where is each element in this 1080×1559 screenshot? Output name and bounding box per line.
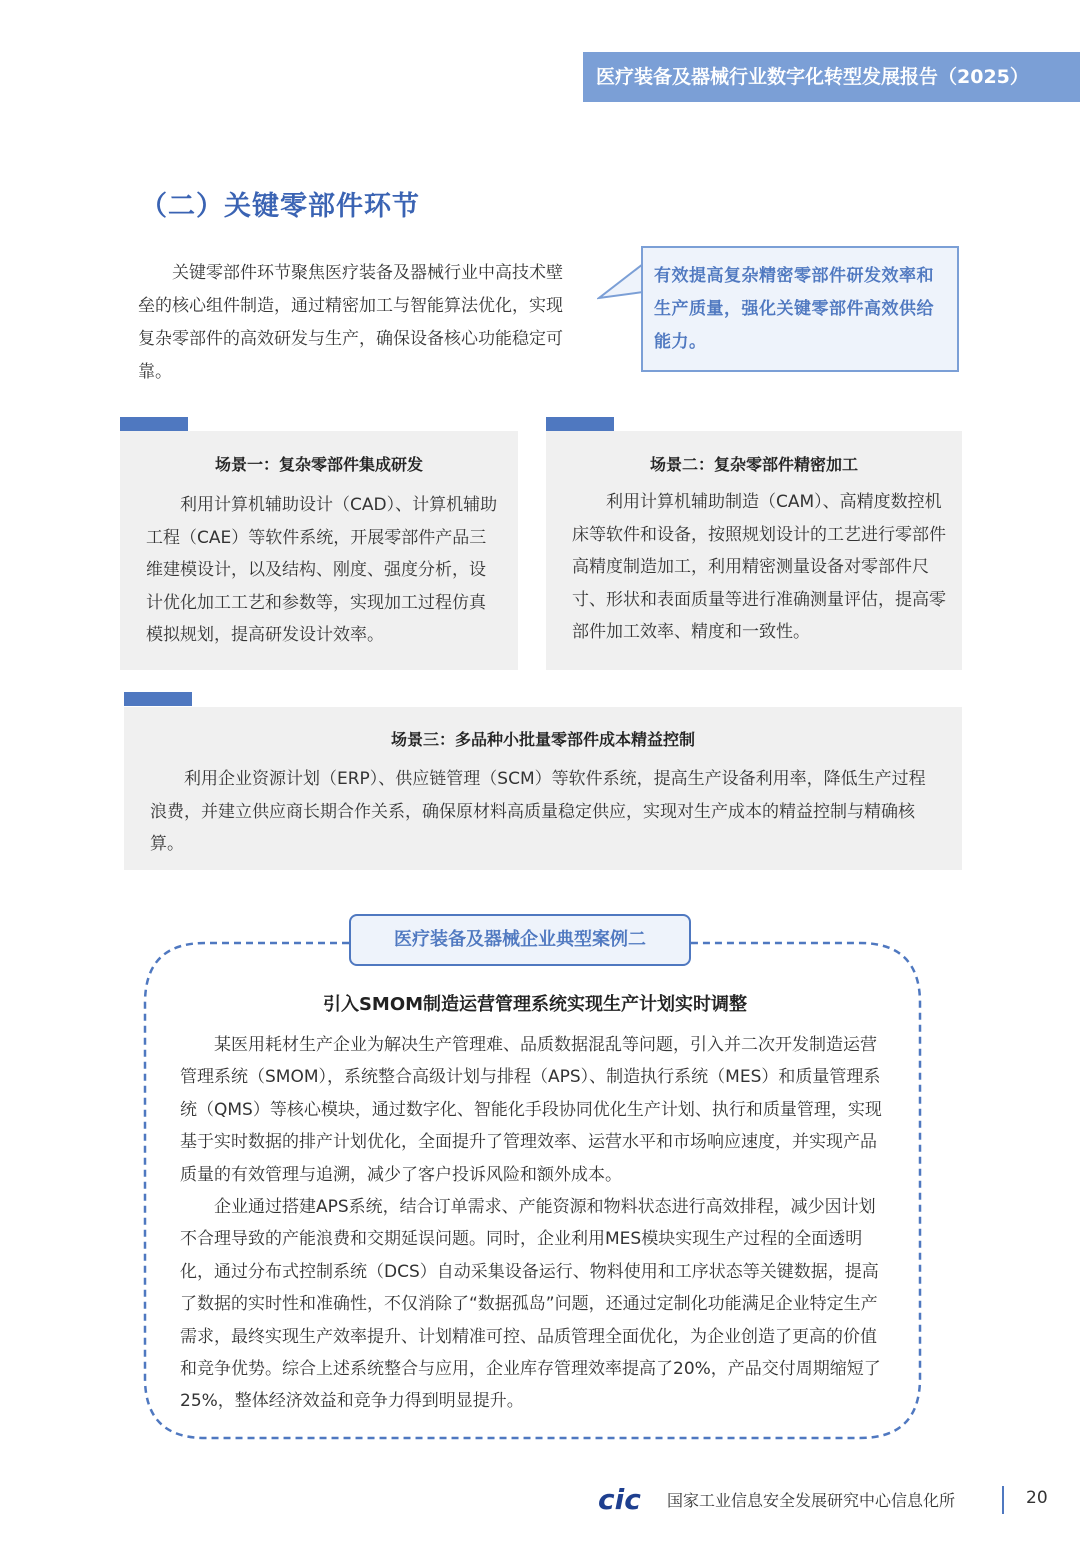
scenario-title: 场景三：多品种小批量零部件成本精益控制 bbox=[390, 730, 695, 749]
case-study-label: 医疗装备及器械企业典型案例二 bbox=[349, 914, 691, 966]
scenario-tab-marker bbox=[124, 692, 192, 706]
page-number: 20 bbox=[1026, 1488, 1048, 1508]
scenario-tab-marker bbox=[120, 417, 188, 431]
footer-divider bbox=[1002, 1486, 1004, 1514]
cic-logo bbox=[598, 1485, 656, 1513]
case-paragraph: 企业通过搭建APS系统，结合订单需求、产能资源和物料状态进行高效排程，减少因计划不合理导致的产能浪费和交期延误问题。同时，企业利用MES模块实现生产过程的全面透明化，通过分布式控制系统（DCS）自动采集设备运行、物料使用和工序状态等关键数据，提高了数据的实时性和准确性，不仅消除了“数据孤岛”问题，还通过定制化功能满足企业特定生产需求，最终实现生产效率提升、计划精准可控、品质管理全面优化，为企业创造了更高的价值和竞争优势。综合上述系统整合与应用，企业库存管理效率提高了20%，产品交付周期缩短了25%，整体经济效益和竞争力得到明显提升。 bbox=[180, 1197, 881, 1412]
scenario-body: 利用计算机辅助设计（CAD）、计算机辅助工程（CAE）等软件系统，开展零部件产品三维建模设计，以及结构、刚度、强度分析，设计优化加工工艺和参数等，实现加工过程仿真模拟规划，提高研发设计效率。 bbox=[146, 495, 498, 645]
scenario-title: 场景二：复杂零部件精密加工 bbox=[649, 455, 858, 474]
scenario-title: 场景一：复杂零部件集成研发 bbox=[214, 455, 423, 474]
case-study-body bbox=[180, 1029, 892, 1418]
key-point-callout bbox=[641, 246, 959, 372]
case-paragraph: 某医用耗材生产企业为解决生产管理难、品质数据混乱等问题，引入并二次开发制造运营管理系统（SMOM），系统整合高级计划与排程（APS）、制造执行系统（MES）和质量管理系统（QMS）等核心模块，通过数字化、智能化手段协同优化生产计划、执行和质量管理，实现基于实时数据的排产计划优化，全面提升了管理效率、运营水平和市场响应速度，并实现产品质量的有效管理与追溯，减少了客户投诉风险和额外成本。 bbox=[180, 1035, 882, 1185]
case-study-title: 引入SMOM制造运营管理系统实现生产计划实时调整 bbox=[322, 994, 748, 1015]
intro-paragraph: 关键零部件环节聚焦医疗装备及器械行业中高技术壁垒的核心组件制造，通过精密加工与智能算法优化，实现复杂零部件的高效研发与生产，确保设备核心功能稳定可靠。 bbox=[138, 263, 563, 382]
scenario-body: 利用计算机辅助制造（CAM）、高精度数控机床等软件和设备，按照规划设计的工艺进行零部件高精度制造加工，利用精密测量设备对零部件尺寸、形状和表面质量等进行准确测量评估，提高零部件加工效率、精度和一致性。 bbox=[572, 492, 946, 642]
section-heading: （二）关键零部件环节 bbox=[140, 191, 420, 222]
scenario-body: 利用企业资源计划（ERP）、供应链管理（SCM）等软件系统，提高生产设备利用率，降低生产过程浪费，并建立供应商长期合作关系，确保原材料高质量稳定供应，实现对生产成本的精益控制与精确核算。 bbox=[150, 769, 926, 854]
scenario-tab-marker bbox=[546, 417, 614, 431]
callout-text: 有效提高复杂精密零部件研发效率和生产质量，强化关键零部件高效供给能力。 bbox=[654, 266, 934, 352]
footer-organization: 国家工业信息安全发展研究中心信息化所 bbox=[667, 1491, 956, 1510]
callout-pointer bbox=[597, 262, 643, 302]
cic-logo-text: cic bbox=[598, 1485, 641, 1513]
report-title-banner: 医疗装备及器械行业数字化转型发展报告（2025） bbox=[583, 52, 1080, 102]
